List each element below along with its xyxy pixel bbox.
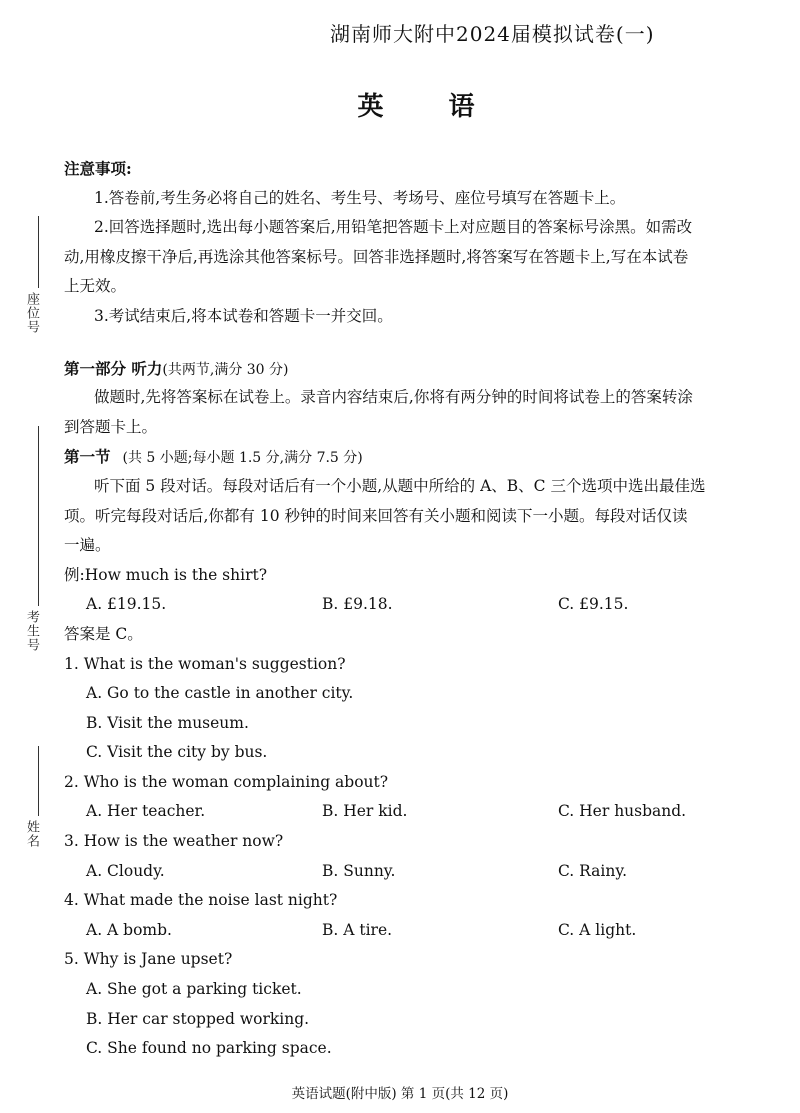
example-option-b: B. £9.18. [322,595,393,614]
question-2-option-b: B. Her kid. [322,802,408,821]
question-3-option-a: A. Cloudy. [86,861,165,880]
example-option-c: C. £9.15. [558,595,629,614]
part1-title: 第一部分 听力 [64,358,163,378]
question-5: 5. Why is Jane upset? [64,950,233,969]
question-2-option-c: C. Her husband. [558,802,687,821]
notice-item: 上无效。 [64,277,127,296]
example-options [64,590,788,620]
exam-content [64,154,788,1064]
question-3-options [64,857,788,887]
example-option-a: A. £19.15. [86,595,167,614]
question-3: 3. How is the weather now? [64,832,284,851]
exam-title: 湖南师大附中2024届模拟试卷(一) [330,22,655,46]
part1-note: (共两节,满分 30 分) [162,361,289,378]
question-4-option-a: A. A bomb. [86,920,172,939]
notice-item: 2.回答选择题时,选出每小题答案后,用铅笔把答题卡上对应题目的答案标号涂黑。如需改 [94,218,693,237]
name-line [38,746,39,816]
example-question: 例:How much is the shirt? [64,565,268,584]
section1-instruction: 听下面 5 段对话。每段对话后有一个小题,从题中所给的 A、B、C 三个选项中选出最佳选 [94,476,706,495]
question-1-option-a: A. Go to the castle in another city. [86,684,354,703]
question-5-option-a: A. She got a parking ticket. [86,980,302,999]
notice-title: 注意事项: [64,159,132,178]
part1-instruction: 做题时,先将答案标在试卷上。录音内容结束后,你将有两分钟的时间将试卷上的答案转涂 [94,388,693,407]
name-label: 姓名 [24,820,39,848]
question-4-option-b: B. A tire. [322,920,393,939]
section1-title: 第一节 [64,447,111,467]
notice-item: 1.答卷前,考生务必将自己的姓名、考生号、考场号、座位号填写在答题卡上。 [94,188,626,207]
question-3-option-b: B. Sunny. [322,861,396,880]
part1-instruction: 到答题卡上。 [64,417,158,436]
section1-heading [64,442,788,472]
seat-number-label: 座位号 [24,292,39,334]
example-answer: 答案是 C。 [64,624,143,643]
notice-item: 动,用橡皮擦干净后,再选涂其他答案标号。回答非选择题时,将答案写在答题卡上,写在本试卷 [64,247,689,266]
section1-note: (共 5 小题;每小题 1.5 分,满分 7.5 分) [122,450,363,467]
question-1-option-c: C. Visit the city by bus. [86,743,268,762]
question-4-options [64,916,788,946]
spacer [64,332,788,354]
question-2-options [64,797,788,827]
question-5-option-c: C. She found no parking space. [86,1039,332,1058]
question-1-option-b: B. Visit the museum. [86,713,249,732]
part1-heading [64,354,788,384]
seat-number-line [38,216,39,288]
subject-title: 英 语 [357,92,503,122]
student-id-label: 考生号 [24,610,39,652]
question-4: 4. What made the noise last night? [64,891,338,910]
question-2-option-a: A. Her teacher. [86,802,206,821]
section1-instruction: 一遍。 [64,536,111,555]
page-footer: 英语试题(附中版) 第 1 页(共 12 页) [291,1086,509,1102]
section1-instruction: 项。听完每段对话后,你都有 10 秒钟的时间来回答有关小题和阅读下一小题。每段对话仅读 [64,506,688,525]
question-4-option-c: C. A light. [558,920,637,939]
question-5-option-b: B. Her car stopped working. [86,1009,310,1028]
question-3-option-c: C. Rainy. [558,861,627,880]
student-id-line [38,426,39,606]
question-1: 1. What is the woman's suggestion? [64,654,346,673]
notice-item: 3.考试结束后,将本试卷和答题卡一并交回。 [94,306,393,325]
question-2: 2. Who is the woman complaining about? [64,772,389,791]
